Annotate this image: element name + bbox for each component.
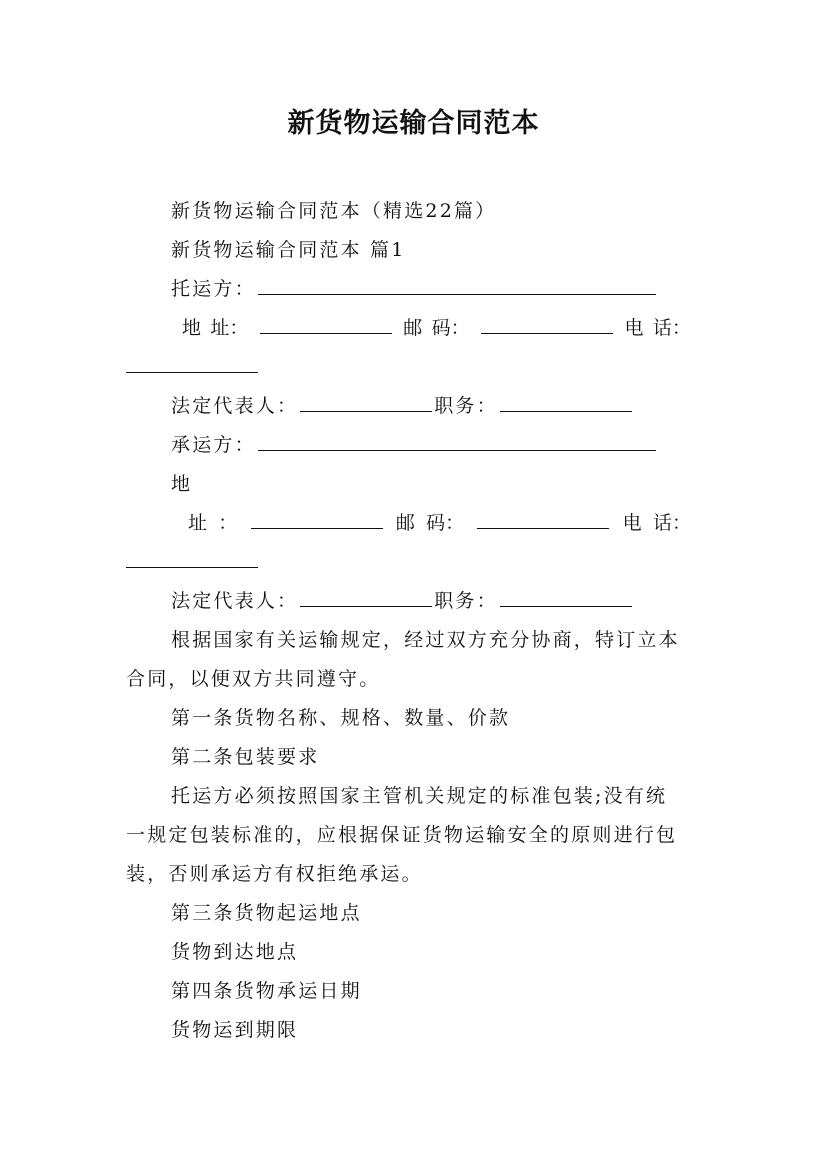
postcode2-label-b: 码： [426, 512, 465, 534]
article-3-subline: 货物到达地点 [171, 941, 299, 963]
carrier-line [171, 431, 706, 459]
paragraph-1-line-2: 合同，以便双方共同遵守。 [126, 668, 381, 690]
postcode2-blank [477, 510, 609, 529]
address2-blank [251, 510, 383, 529]
postcode-blank [481, 315, 613, 334]
address2-colon: ： [218, 512, 238, 534]
phone2-label-b: 话： [652, 512, 691, 534]
paragraph-1-line-1: 根据国家有关运输规定，经过双方充分协商，特订立本 [171, 629, 680, 651]
address-label-a: 地 [182, 317, 202, 339]
article-2-heading: 第二条包装要求 [171, 746, 320, 768]
address2-label: 址 [188, 512, 208, 534]
carrier-legal-rep-line [171, 587, 706, 615]
position2-label: 职务： [434, 590, 498, 612]
article-4-subline: 货物运到期限 [171, 1019, 299, 1041]
shipper-line [171, 275, 706, 303]
carrier-blank [258, 432, 656, 451]
carrier-address-char: 地 [171, 473, 193, 495]
legal-rep-label: 法定代表人： [171, 395, 299, 417]
phone-blank [126, 354, 258, 373]
section-heading: 新货物运输合同范本 篇1 [171, 239, 406, 261]
paragraph-2-line-1: 托运方必须按照国家主管机关规定的标准包装;没有统 [171, 785, 668, 807]
shipper-blank [258, 276, 656, 295]
legal-rep2-blank [300, 588, 432, 607]
shipper-legal-rep-line [171, 392, 706, 420]
carrier-label: 承运方： [171, 434, 256, 456]
postcode-label-b: 码： [431, 317, 470, 339]
position2-blank [500, 588, 632, 607]
article-4-heading: 第四条货物承运日期 [171, 980, 362, 1002]
shipper-label: 托运方： [171, 278, 256, 300]
postcode2-label-a: 邮 [395, 512, 415, 534]
legal-rep2-label: 法定代表人： [171, 590, 299, 612]
address-label-b: 址： [210, 317, 249, 339]
article-1-heading: 第一条货物名称、规格、数量、价款 [171, 707, 511, 729]
legal-rep-blank [300, 393, 432, 412]
phone2-blank [126, 549, 258, 568]
carrier-address-line [188, 509, 691, 537]
paragraph-2-line-3: 装，否则承运方有权拒绝承运。 [126, 863, 423, 885]
phone-label-a: 电 [624, 317, 644, 339]
postcode-label-a: 邮 [403, 317, 423, 339]
subtitle-line: 新货物运输合同范本（精选22篇） [171, 200, 497, 222]
article-3-heading: 第三条货物起运地点 [171, 902, 362, 924]
position-blank [500, 393, 632, 412]
shipper-address-line [182, 314, 691, 342]
phone2-blank-line [126, 548, 706, 576]
phone-blank-line [126, 353, 706, 381]
document-title: 新货物运输合同范本 [287, 108, 540, 139]
address-blank [260, 315, 392, 334]
phone2-label-a: 电 [622, 512, 642, 534]
phone-label-b: 话： [652, 317, 691, 339]
paragraph-2-line-2: 一规定包装标准的，应根据保证货物运输安全的原则进行包 [126, 824, 678, 846]
position-label: 职务： [434, 395, 498, 417]
